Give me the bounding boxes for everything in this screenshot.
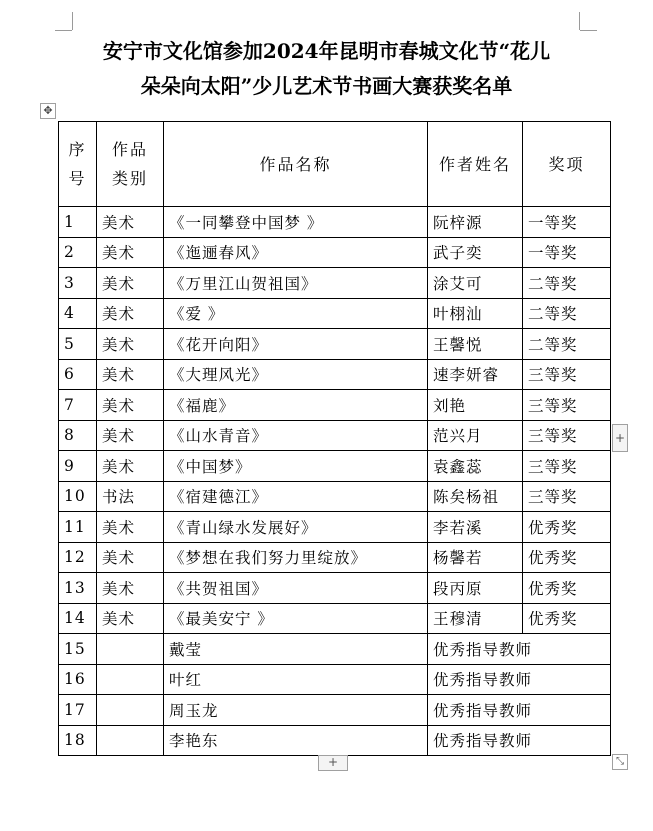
- cell-award[interactable]: 优秀奖: [523, 603, 611, 634]
- cell-award[interactable]: 优秀奖: [523, 573, 611, 604]
- cell-category[interactable]: 美术: [97, 420, 164, 451]
- cell-category-empty[interactable]: [97, 725, 164, 756]
- cell-no[interactable]: 17: [59, 695, 97, 726]
- cell-teacher-role[interactable]: 优秀指导教师: [428, 725, 611, 756]
- cell-category-empty[interactable]: [97, 634, 164, 665]
- cell-author[interactable]: 段丙原: [428, 573, 523, 604]
- cell-award[interactable]: 优秀奖: [523, 542, 611, 573]
- header-work-title[interactable]: 作品名称: [164, 122, 428, 207]
- cell-award[interactable]: 二等奖: [523, 298, 611, 329]
- cell-award[interactable]: 三等奖: [523, 359, 611, 390]
- cell-category[interactable]: 美术: [97, 451, 164, 482]
- cell-category[interactable]: 美术: [97, 207, 164, 238]
- cell-category-empty[interactable]: [97, 664, 164, 695]
- cell-award[interactable]: 三等奖: [523, 481, 611, 512]
- cell-author[interactable]: 叶栩汕: [428, 298, 523, 329]
- cell-no[interactable]: 6: [59, 359, 97, 390]
- cell-work-title[interactable]: 《万里江山贺祖国》: [164, 268, 428, 299]
- cell-author[interactable]: 王穆清: [428, 603, 523, 634]
- cell-category[interactable]: 美术: [97, 329, 164, 360]
- cell-no[interactable]: 15: [59, 634, 97, 665]
- cell-no[interactable]: 13: [59, 573, 97, 604]
- table-row: [59, 329, 611, 360]
- cell-award[interactable]: 二等奖: [523, 268, 611, 299]
- cell-category[interactable]: 美术: [97, 268, 164, 299]
- table-row: [59, 298, 611, 329]
- cell-category[interactable]: 美术: [97, 542, 164, 573]
- cell-work-title[interactable]: 《山水青音》: [164, 420, 428, 451]
- teacher-row: [59, 725, 611, 756]
- cell-category-empty[interactable]: [97, 695, 164, 726]
- table-resize-handle-icon[interactable]: ⤡: [612, 754, 628, 770]
- cell-no[interactable]: 3: [59, 268, 97, 299]
- cell-teacher-role[interactable]: 优秀指导教师: [428, 695, 611, 726]
- cell-work-title[interactable]: 《一同攀登中国梦 》: [164, 207, 428, 238]
- cell-category[interactable]: 美术: [97, 573, 164, 604]
- cell-teacher-name[interactable]: 叶红: [164, 664, 428, 695]
- table-row: [59, 390, 611, 421]
- cell-category[interactable]: 美术: [97, 390, 164, 421]
- cell-work-title[interactable]: 《爱 》: [164, 298, 428, 329]
- cell-award[interactable]: 一等奖: [523, 207, 611, 238]
- table-row: [59, 481, 611, 512]
- cell-work-title[interactable]: 《宿建德江》: [164, 481, 428, 512]
- cell-author[interactable]: 阮梓源: [428, 207, 523, 238]
- title-line-2: 朵朵向太阳”少儿艺术节书画大赛获奖名单: [140, 74, 513, 98]
- cell-teacher-name[interactable]: 李艳东: [164, 725, 428, 756]
- header-award[interactable]: 奖项: [523, 122, 611, 207]
- cell-teacher-role[interactable]: 优秀指导教师: [428, 664, 611, 695]
- table-row: [59, 542, 611, 573]
- cell-work-title[interactable]: 《大理风光》: [164, 359, 428, 390]
- cell-category[interactable]: 美术: [97, 603, 164, 634]
- table-header-row: [59, 122, 611, 207]
- cell-no[interactable]: 7: [59, 390, 97, 421]
- title-line-1: 安宁市文化馆参加2024年昆明市春城文化节“花儿: [102, 39, 551, 63]
- cell-author[interactable]: 范兴月: [428, 420, 523, 451]
- cell-author[interactable]: 王馨悦: [428, 329, 523, 360]
- cell-no[interactable]: 14: [59, 603, 97, 634]
- cell-work-title[interactable]: 《中国梦》: [164, 451, 428, 482]
- cell-work-title[interactable]: 《最美安宁 》: [164, 603, 428, 634]
- teacher-row: [59, 664, 611, 695]
- cell-author[interactable]: 李若溪: [428, 512, 523, 543]
- cell-work-title[interactable]: 《青山绿水发展好》: [164, 512, 428, 543]
- teacher-row: [59, 695, 611, 726]
- cell-award[interactable]: 二等奖: [523, 329, 611, 360]
- table-row: [59, 237, 611, 268]
- cell-no[interactable]: 10: [59, 481, 97, 512]
- header-author[interactable]: 作者姓名: [428, 122, 523, 207]
- cell-teacher-name[interactable]: 戴莹: [164, 634, 428, 665]
- table-move-handle-icon[interactable]: ✥: [40, 103, 56, 119]
- cell-work-title[interactable]: 《梦想在我们努力里绽放》: [164, 542, 428, 573]
- cell-award[interactable]: 一等奖: [523, 237, 611, 268]
- awards-table: [58, 121, 611, 756]
- add-row-button[interactable]: +: [318, 755, 348, 771]
- cell-author[interactable]: 陈矣杨祖: [428, 481, 523, 512]
- header-category[interactable]: 作品 类别: [97, 122, 164, 207]
- table-row: [59, 359, 611, 390]
- cell-no[interactable]: 18: [59, 725, 97, 756]
- cell-work-title[interactable]: 《福鹿》: [164, 390, 428, 421]
- cell-award[interactable]: 三等奖: [523, 451, 611, 482]
- cell-author[interactable]: 袁鑫蕊: [428, 451, 523, 482]
- header-no[interactable]: 序 号: [59, 122, 97, 207]
- cell-no[interactable]: 5: [59, 329, 97, 360]
- cell-teacher-role[interactable]: 优秀指导教师: [428, 634, 611, 665]
- table-row: [59, 268, 611, 299]
- add-column-button[interactable]: +: [612, 424, 628, 452]
- cell-category[interactable]: 美术: [97, 298, 164, 329]
- table-row: [59, 420, 611, 451]
- cell-author[interactable]: 涂艾可: [428, 268, 523, 299]
- cell-category[interactable]: 书法: [97, 481, 164, 512]
- page-corner-mark: [579, 12, 580, 30]
- cell-category[interactable]: 美术: [97, 512, 164, 543]
- cell-award[interactable]: 三等奖: [523, 420, 611, 451]
- teacher-row: [59, 634, 611, 665]
- cell-teacher-name[interactable]: 周玉龙: [164, 695, 428, 726]
- cell-author[interactable]: 武子奕: [428, 237, 523, 268]
- cell-no[interactable]: 11: [59, 512, 97, 543]
- page-corner-mark: [580, 30, 597, 31]
- table-row: [59, 207, 611, 238]
- page-corner-mark: [72, 12, 73, 30]
- cell-no[interactable]: 16: [59, 664, 97, 695]
- cell-category[interactable]: 美术: [97, 237, 164, 268]
- page-corner-mark: [55, 30, 72, 31]
- cell-no[interactable]: 8: [59, 420, 97, 451]
- cell-work-title[interactable]: 《迤逦春风》: [164, 237, 428, 268]
- table-row: [59, 451, 611, 482]
- cell-no[interactable]: 1: [59, 207, 97, 238]
- cell-no[interactable]: 9: [59, 451, 97, 482]
- cell-award[interactable]: 三等奖: [523, 390, 611, 421]
- table-row: [59, 573, 611, 604]
- cell-work-title[interactable]: 《共贺祖国》: [164, 573, 428, 604]
- cell-award[interactable]: 优秀奖: [523, 512, 611, 543]
- cell-no[interactable]: 12: [59, 542, 97, 573]
- cell-work-title[interactable]: 《花开向阳》: [164, 329, 428, 360]
- cell-author[interactable]: 杨馨若: [428, 542, 523, 573]
- cell-author[interactable]: 速李妍睿: [428, 359, 523, 390]
- cell-no[interactable]: 4: [59, 298, 97, 329]
- cell-no[interactable]: 2: [59, 237, 97, 268]
- document-title: [40, 34, 613, 104]
- table-row: [59, 512, 611, 543]
- table-row: [59, 603, 611, 634]
- cell-category[interactable]: 美术: [97, 359, 164, 390]
- cell-author[interactable]: 刘艳: [428, 390, 523, 421]
